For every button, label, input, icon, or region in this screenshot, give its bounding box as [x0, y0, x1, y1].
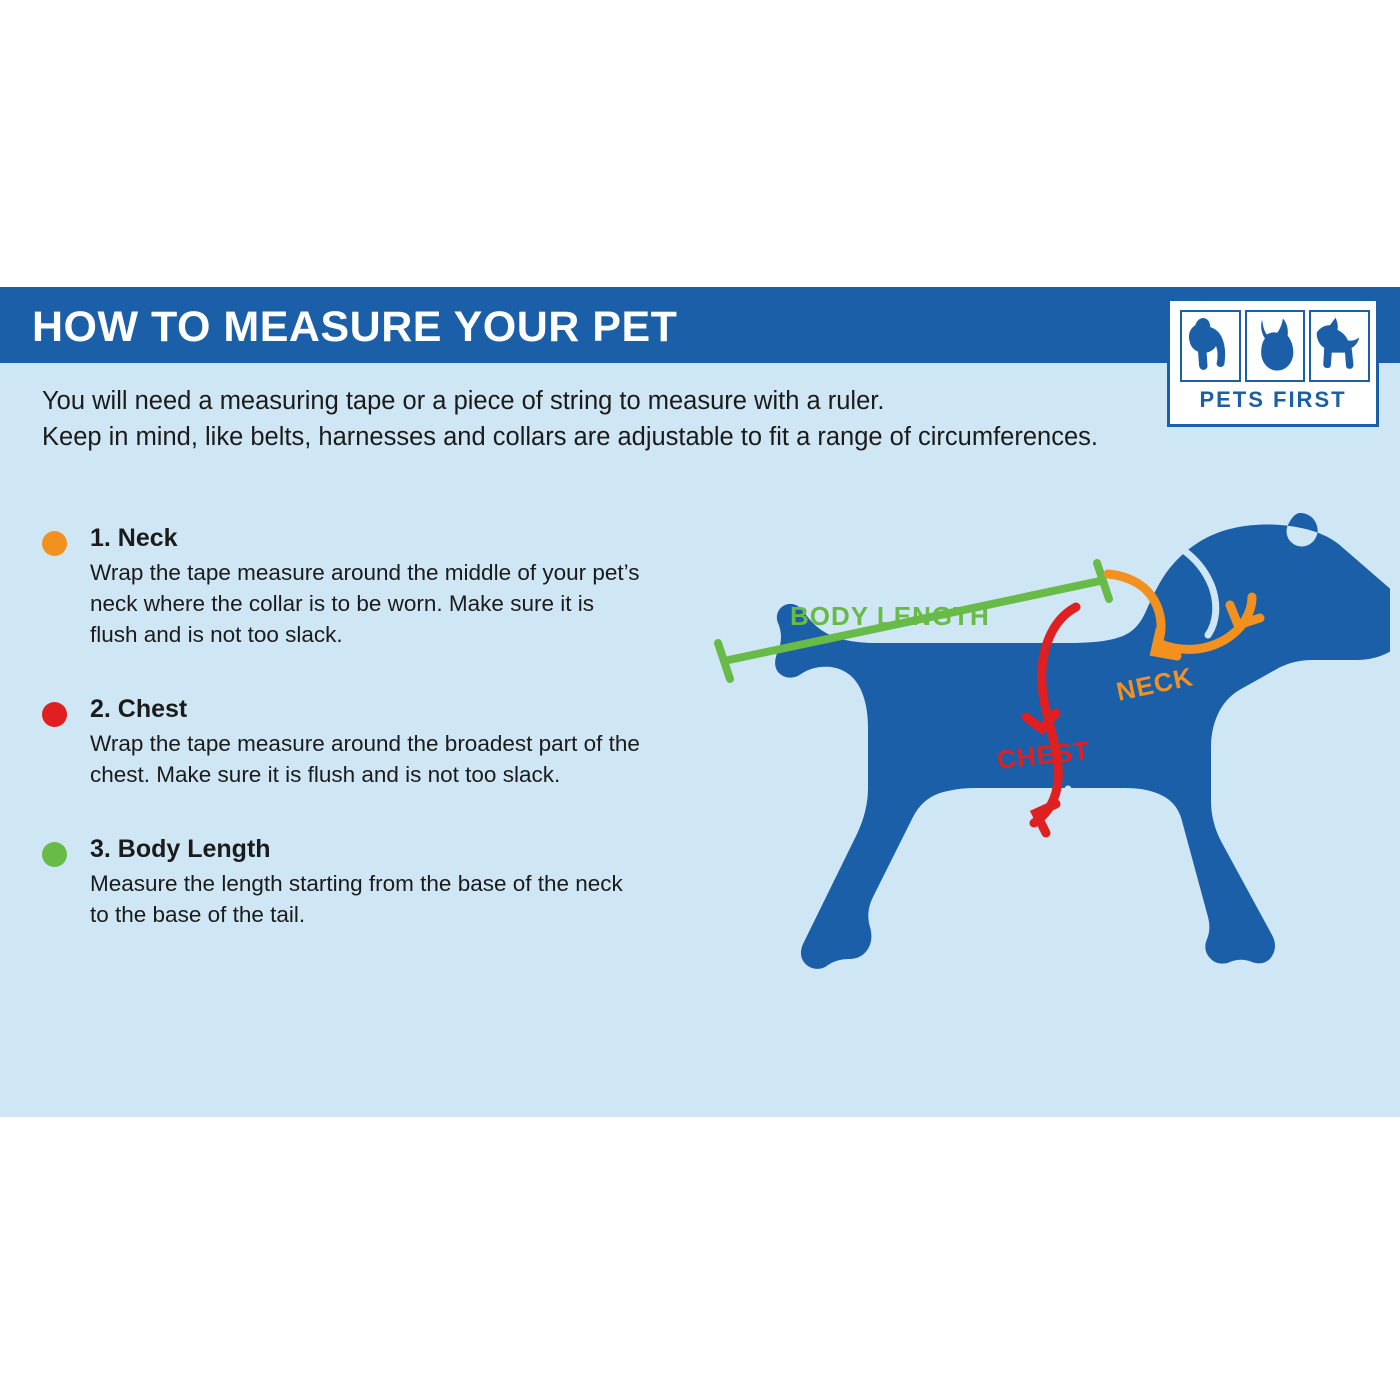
- intro-line-1: You will need a measuring tape or a piece of string to measure with a ruler.: [42, 387, 885, 415]
- measurement-steps: [42, 523, 642, 974]
- label-neck: NECK: [1113, 661, 1196, 707]
- dog-diagram-svg: [600, 477, 1390, 1097]
- intro-line-2: Keep in mind, like belts, harnesses and collars are adjustable to fit a range of circumferences.: [42, 423, 1098, 451]
- dog-standing-icon: [1309, 310, 1370, 382]
- step-body-neck: Wrap the tape measure around the middle of your pet’s neck where the collar is to be worn. Make sure it is flush and is not too slack.: [90, 560, 640, 647]
- label-chest: CHEST: [995, 735, 1092, 775]
- dog-sitting-icon: [1180, 310, 1241, 382]
- label-body-length: BODY LENGTH: [790, 601, 990, 631]
- step-dot-neck: [42, 531, 67, 556]
- step-neck: [42, 523, 642, 650]
- step-dot-body-length: [42, 842, 67, 867]
- step-title-chest: 2. Chest: [90, 695, 188, 723]
- step-title-neck: 1. Neck: [90, 524, 178, 552]
- dog-head-icon: [1245, 310, 1306, 382]
- step-body-body-length: Measure the length starting from the base of the neck to the base of the tail.: [90, 871, 623, 927]
- logo-frames: [1180, 310, 1370, 382]
- intro-text: [42, 383, 1262, 455]
- step-title-body-length: 3. Body Length: [90, 835, 271, 863]
- infographic-panel: [0, 287, 1400, 1117]
- step-chest: [42, 694, 642, 790]
- page-title: HOW TO MEASURE YOUR PET: [32, 303, 678, 351]
- dog-front-leg-line: [1068, 789, 1080, 907]
- step-body-chest: Wrap the tape measure around the broadest part of the chest. Make sure it is flush and is not too slack.: [90, 731, 640, 787]
- dog-measurement-diagram: [600, 477, 1390, 1097]
- logo-brand-text: PETS FIRST: [1199, 387, 1347, 412]
- step-dot-chest: [42, 702, 67, 727]
- step-body-length: [42, 834, 642, 930]
